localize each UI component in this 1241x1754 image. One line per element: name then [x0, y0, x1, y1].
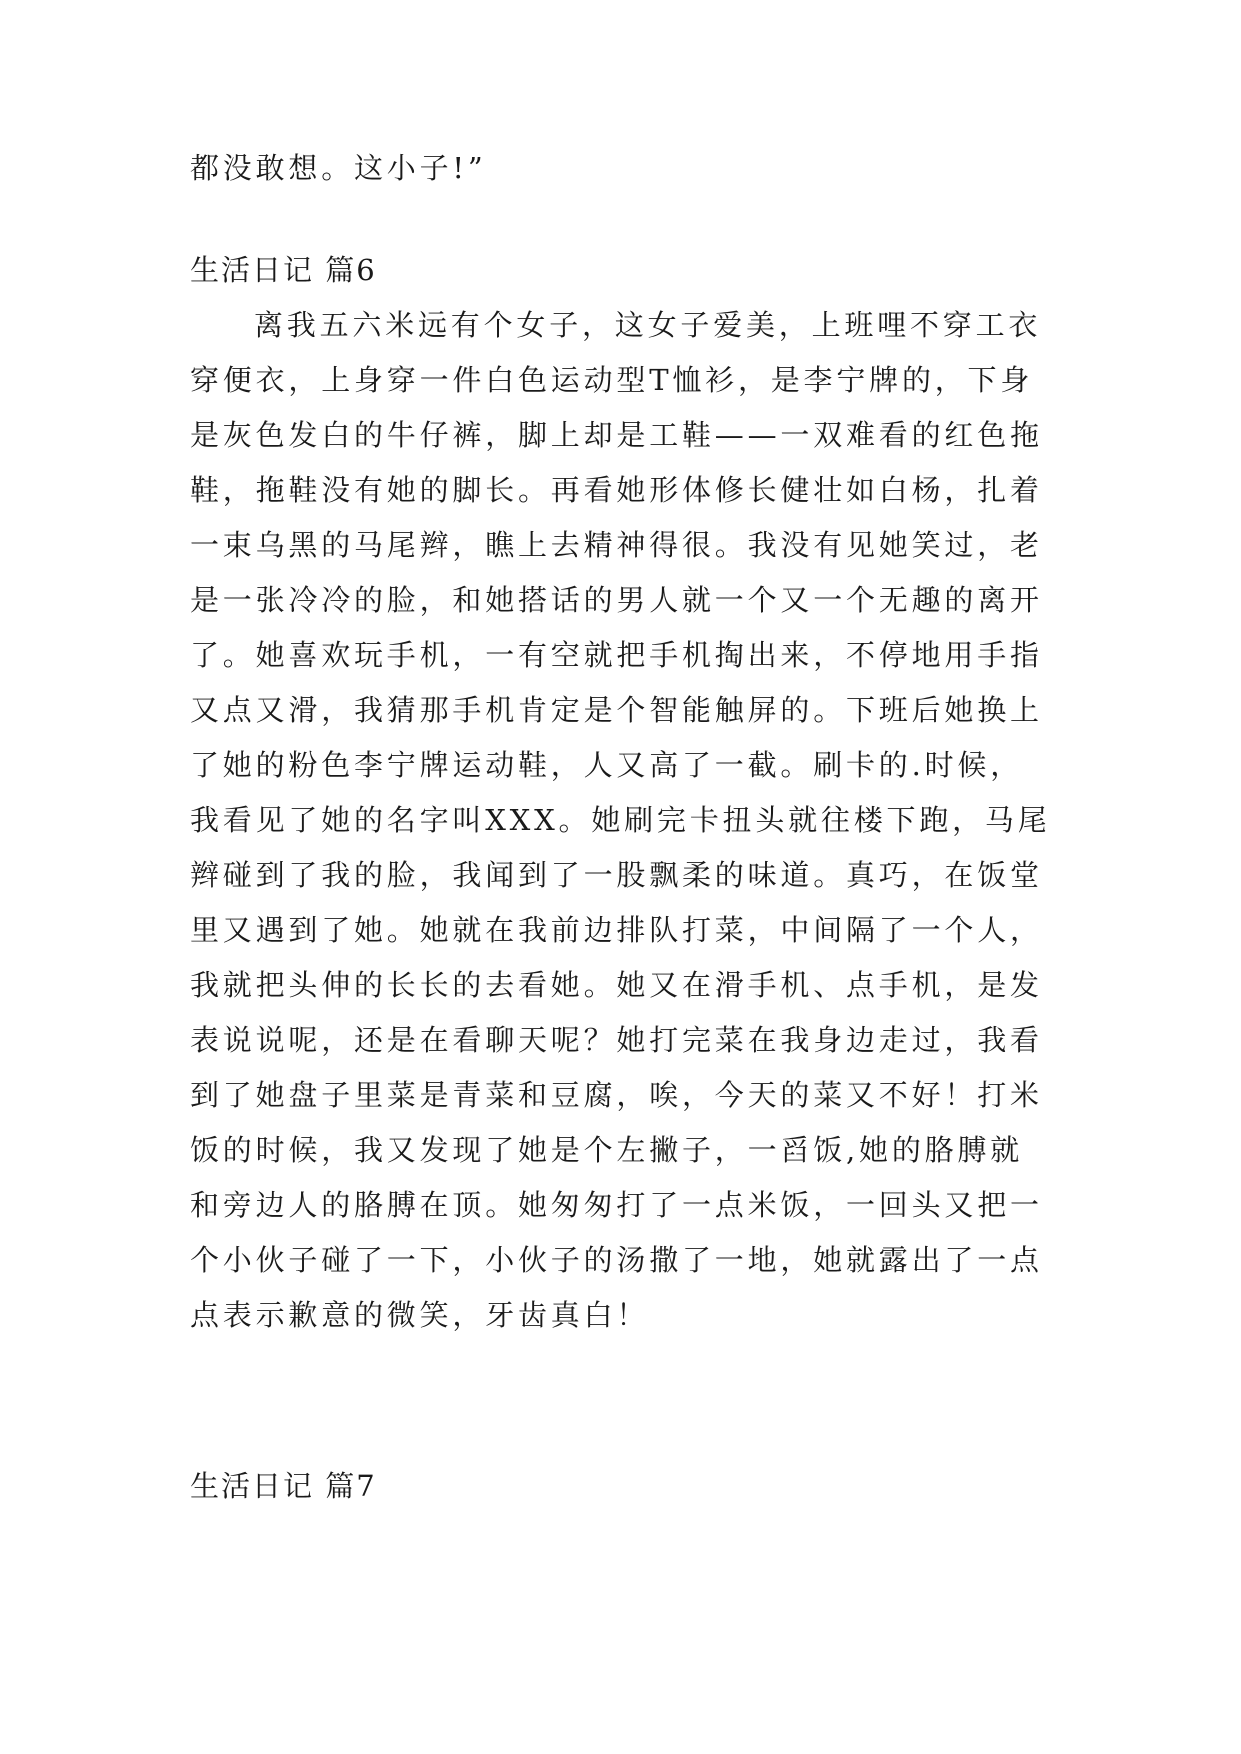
paragraph-line: 一束乌黑的马尾辫，瞧上去精神得很。我没有见她笑过，老: [190, 528, 1043, 562]
paragraph-line: 饭的时候，我又发现了她是个左撇子，一舀饭,她的胳膊就: [190, 1133, 1024, 1167]
paragraph-line: 鞋，拖鞋没有她的脚长。再看她形体修长健壮如白杨，扎着: [190, 473, 1043, 507]
paragraph-line: 穿便衣，上身穿一件白色运动型T恤衫，是李宁牌的，下身: [190, 363, 1034, 397]
section-6-heading: 生活日记 篇6: [190, 253, 377, 287]
paragraph-line: 了她的粉色李宁牌运动鞋，人又高了一截。刷卡的.时候，: [190, 748, 1024, 782]
paragraph-line: 点表示歉意的微笑，牙齿真白！: [190, 1298, 650, 1332]
paragraph-line: 到了她盘子里菜是青菜和豆腐，唉，今天的菜又不好！打米: [190, 1078, 1043, 1112]
paragraph-line: 和旁边人的胳膊在顶。她匆匆打了一点米饭，一回头又把一: [190, 1188, 1043, 1222]
section-7-heading: 生活日记 篇7: [190, 1469, 377, 1503]
paragraph-line: 是一张冷冷的脸，和她搭话的男人就一个又一个无趣的离开: [190, 583, 1043, 617]
paragraph-line: 又点又滑，我猜那手机肯定是个智能触屏的。下班后她换上: [190, 693, 1043, 727]
paragraph-line: 离我五六米远有个女子，这女子爱美，上班哩不穿工衣: [254, 308, 1042, 342]
carryover-line: 都没敢想。这小子!”: [190, 151, 487, 185]
paragraph-line: 我看见了她的名字叫XXX。她刷完卡扭头就往楼下跑，马尾: [190, 803, 1051, 837]
paragraph-line: 里又遇到了她。她就在我前边排队打菜，中间隔了一个人，: [190, 913, 1043, 947]
paragraph-line: 是灰色发白的牛仔裤，脚上却是工鞋——一双难看的红色拖: [190, 418, 1043, 452]
paragraph-line: 个小伙子碰了一下，小伙子的汤撒了一地，她就露出了一点: [190, 1243, 1043, 1277]
paragraph-line: 了。她喜欢玩手机，一有空就把手机掏出来，不停地用手指: [190, 638, 1043, 672]
paragraph-line: 表说说呢，还是在看聊天呢？她打完菜在我身边走过，我看: [190, 1023, 1043, 1057]
paragraph-line: 我就把头伸的长长的去看她。她又在滑手机、点手机，是发: [190, 968, 1043, 1002]
paragraph-line: 辫碰到了我的脸，我闻到了一股飘柔的味道。真巧，在饭堂: [190, 858, 1043, 892]
